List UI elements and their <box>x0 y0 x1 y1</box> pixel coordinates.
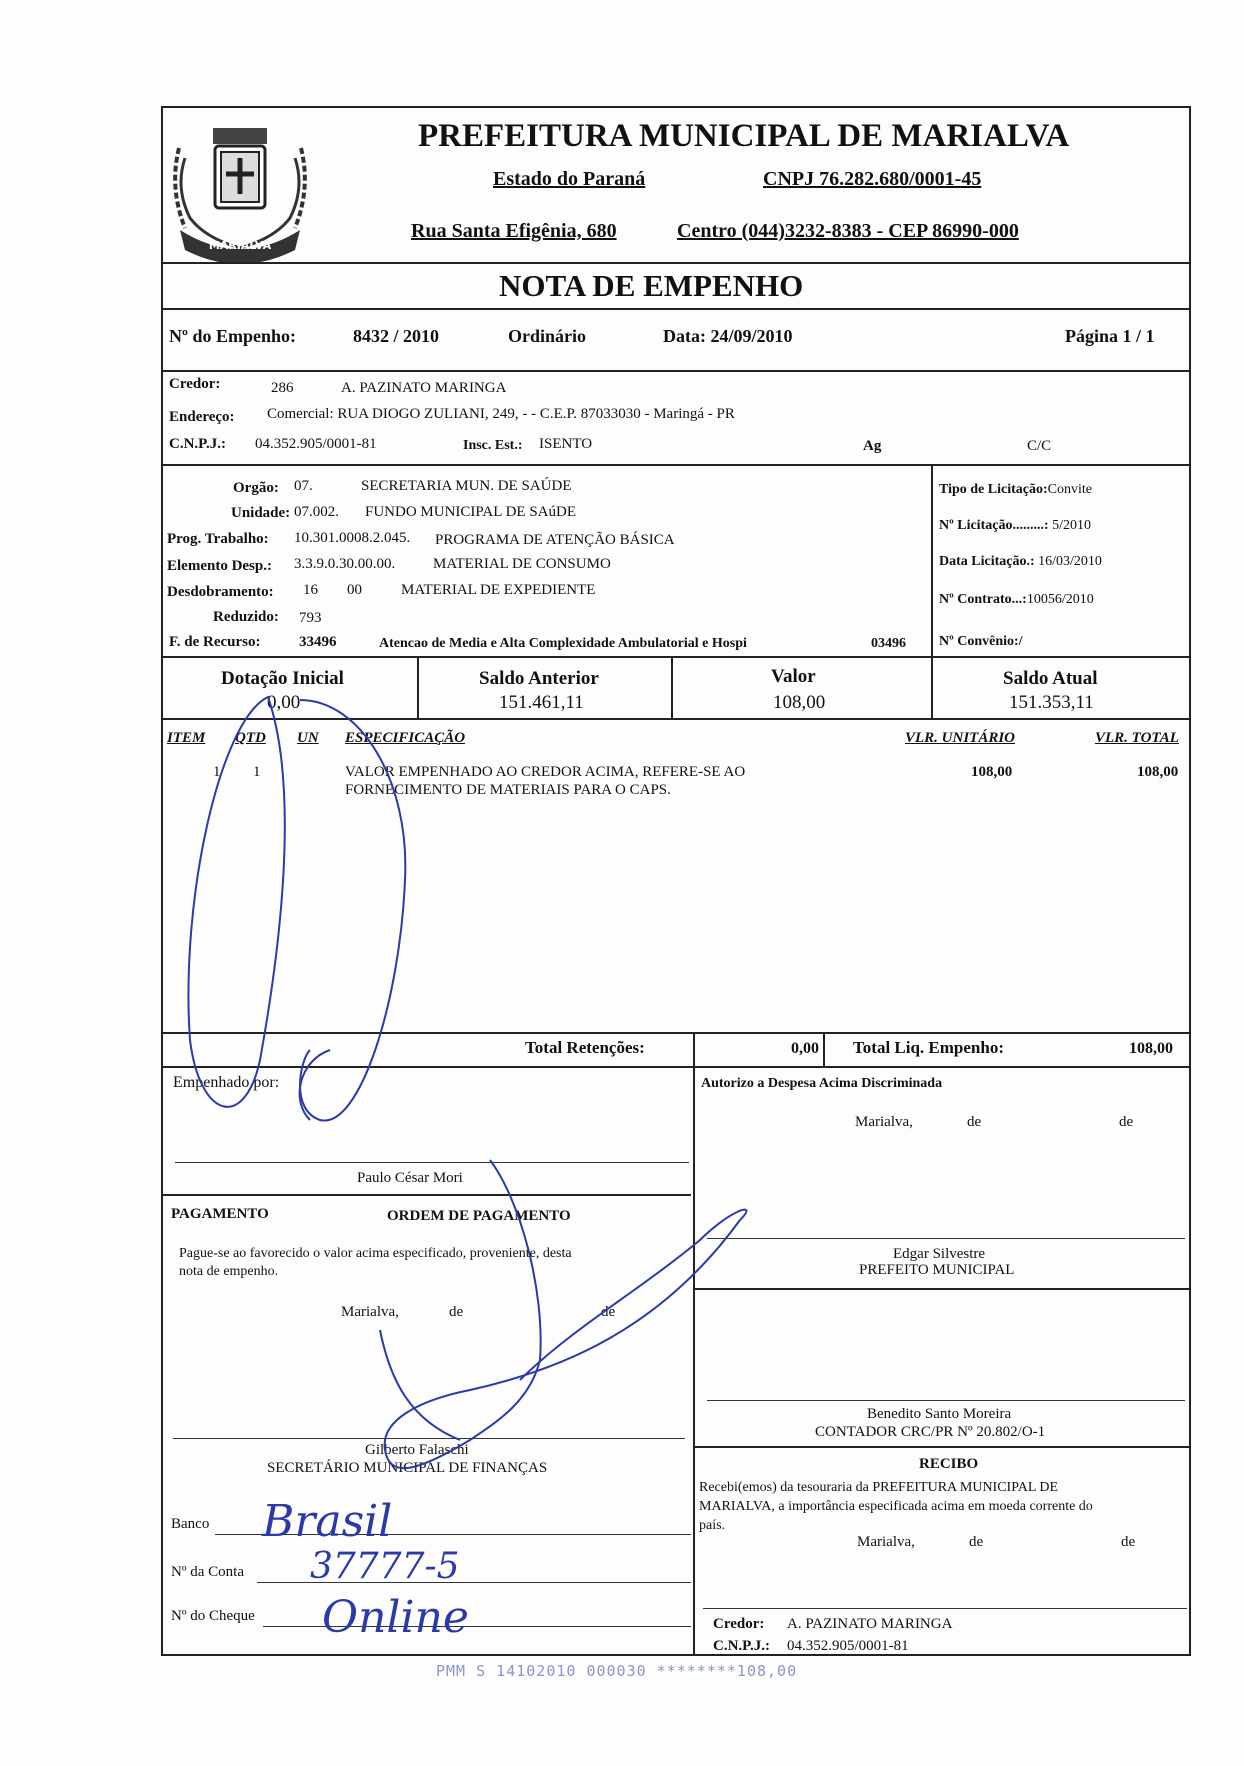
elemento-code: 3.3.9.0.30.00.00. <box>294 556 396 572</box>
pagamento-text2: nota de empenho. <box>179 1264 279 1279</box>
contador-name: Benedito Santo Moreira <box>867 1406 1012 1422</box>
item-valor-total: 108,00 <box>1137 764 1179 780</box>
secretario-name: Gilberto Falaschi <box>365 1442 469 1458</box>
numero-convenio: Nº Convênio:/ <box>939 634 1023 649</box>
conta-handwriting: 37777-5 <box>310 1546 460 1587</box>
data-licitacao-value: 16/03/2010 <box>1038 554 1102 569</box>
dotacao-inicial-value: 0,00 <box>267 692 301 713</box>
pagamento-de1: de <box>449 1304 464 1320</box>
saldo-atual-label: Saldo Atual <box>1003 668 1098 689</box>
orgao-code: 07. <box>294 478 313 494</box>
autorizo-place: Marialva, <box>855 1114 913 1130</box>
numero-licitacao-value: 5/2010 <box>1052 518 1091 533</box>
recibo-label: RECIBO <box>919 1456 979 1472</box>
credor-name: A. PAZINATO MARINGA <box>341 380 507 396</box>
conta-label: Nº da Conta <box>171 1564 244 1580</box>
page-number: Página 1 / 1 <box>1065 326 1155 346</box>
elemento-label: Elemento Desp.: <box>167 558 272 574</box>
numero-licitacao <box>939 518 1091 534</box>
pagamento-place: Marialva, <box>341 1304 399 1320</box>
item-qtd: 1 <box>253 764 261 780</box>
nota-de-empenho-form <box>161 106 1191 1656</box>
payment-stamp: PMM S 14102010 000030 ********108,00 <box>436 1662 798 1680</box>
empenho-date: Data: 24/09/2010 <box>663 326 793 346</box>
insc-label: Insc. Est.: <box>463 438 523 453</box>
numero-contrato <box>939 592 1094 608</box>
recibo-credor-label: Credor: <box>713 1616 765 1632</box>
cheque-handwriting: Online <box>322 1592 469 1643</box>
pagamento-text1: Pague-se ao favorecido o valor acima especificado, proveniente, desta <box>179 1246 572 1261</box>
data-licitacao-label: Data Licitação.: <box>939 554 1035 569</box>
recibo-place: Marialva, <box>857 1534 915 1550</box>
data-licitacao <box>939 554 1102 570</box>
desdobramento-code2: 00 <box>347 582 362 598</box>
credor-cnpj-label: C.N.P.J.: <box>169 436 226 452</box>
saldo-anterior-value: 151.461,11 <box>499 692 584 713</box>
recibo-cnpj: 04.352.905/0001-81 <box>787 1638 909 1654</box>
tipo-licitacao-label: Tipo de Licitação: <box>939 482 1048 497</box>
unidade-name: FUNDO MUNICIPAL DE SAúDE <box>365 504 576 520</box>
col-valor-unitario: VLR. UNITÁRIO <box>905 730 1016 746</box>
recurso-name: Atencao de Media e Alta Complexidade Ambulatorial e Hospi <box>379 636 747 651</box>
recibo-cnpj-label: C.N.P.J.: <box>713 1638 770 1654</box>
prog-label: Prog. Trabalho: <box>167 531 269 547</box>
pagamento-label: PAGAMENTO <box>171 1206 269 1222</box>
saldo-anterior-label: Saldo Anterior <box>479 668 599 689</box>
orgao-label: Orgão: <box>233 480 279 496</box>
reduzido-value: 793 <box>299 610 322 626</box>
recibo-text1: Recebi(emos) da tesouraria da PREFEITURA MUNICIPAL DE <box>699 1480 1059 1495</box>
svg-text:MARIALVA: MARIALVA <box>208 239 272 252</box>
street-address: Rua Santa Efigênia, 680 <box>411 220 617 242</box>
banco-handwriting: Brasil <box>262 1496 393 1547</box>
ordem-pagamento-label: ORDEM DE PAGAMENTO <box>387 1208 571 1224</box>
item-spec-line2: FORNECIMENTO DE MATERIAIS PARA O CAPS. <box>345 782 671 798</box>
recurso-code: 33496 <box>299 634 337 650</box>
address-label: Endereço: <box>169 409 235 425</box>
valor-value: 108,00 <box>773 692 826 713</box>
cc-label: C/C <box>1027 438 1052 454</box>
recibo-text3: país. <box>699 1518 726 1533</box>
document-title: NOTA DE EMPENHO <box>499 268 804 303</box>
empenhado-por-label: Empenhado por: <box>173 1074 280 1091</box>
prefeito-role: PREFEITO MUNICIPAL <box>859 1262 1015 1278</box>
numero-licitacao-label: Nº Licitação.........: <box>939 518 1049 533</box>
col-un: UN <box>297 730 319 746</box>
item-valor-unitario: 108,00 <box>971 764 1013 780</box>
desdobramento-label: Desdobramento: <box>167 584 274 600</box>
secretario-role: SECRETÁRIO MUNICIPAL DE FINANÇAS <box>267 1460 548 1476</box>
recibo-de1: de <box>969 1534 984 1550</box>
credor-cnpj: 04.352.905/0001-81 <box>255 436 377 452</box>
empenho-number: 8432 / 2010 <box>353 326 440 346</box>
numero-contrato-value: 10056/2010 <box>1026 592 1094 607</box>
autorizo-de1: de <box>967 1114 982 1130</box>
credor-address: Comercial: RUA DIOGO ZULIANI, 249, - - C.E.P. 87033030 - Maringá - PR <box>267 406 735 422</box>
tipo-licitacao <box>939 482 1092 498</box>
insc-value: ISENTO <box>539 436 593 452</box>
tipo-licitacao-value: Convite <box>1047 482 1092 497</box>
desdobramento-name: MATERIAL DE EXPEDIENTE <box>401 582 596 598</box>
credor-code: 286 <box>271 380 294 396</box>
dotacao-inicial-label: Dotação Inicial <box>221 668 344 689</box>
banco-label: Banco <box>171 1516 210 1532</box>
orgao-name: SECRETARIA MUN. DE SAÚDE <box>361 478 572 494</box>
unidade-label: Unidade: <box>231 505 291 521</box>
item-spec-line1: VALOR EMPENHADO AO CREDOR ACIMA, REFERE-SE AO <box>345 764 746 780</box>
elemento-name: MATERIAL DE CONSUMO <box>433 556 611 572</box>
autorizo-label: Autorizo a Despesa Acima Discriminada <box>701 1076 943 1091</box>
cnpj-header: CNPJ 76.282.680/0001-45 <box>763 168 982 190</box>
recibo-de2: de <box>1121 1534 1136 1550</box>
cheque-label: Nº do Cheque <box>171 1608 255 1624</box>
desdobramento-code1: 16 <box>303 582 318 598</box>
empenho-type: Ordinário <box>508 326 587 346</box>
recurso-label: F. de Recurso: <box>169 634 261 650</box>
recibo-credor: A. PAZINATO MARINGA <box>787 1616 953 1632</box>
total-retencoes-value: 0,00 <box>791 1040 819 1057</box>
municipality-title: PREFEITURA MUNICIPAL DE MARIALVA <box>418 118 1070 154</box>
col-especificacao: ESPECIFICAÇÃO <box>345 730 466 746</box>
numero-contrato-label: Nº Contrato...: <box>939 592 1027 607</box>
col-valor-total: VLR. TOTAL <box>1095 730 1179 746</box>
prog-code: 10.301.0008.2.045. <box>294 530 411 546</box>
item-number: 1 <box>213 764 221 780</box>
pagamento-de2: de <box>601 1304 616 1320</box>
recurso-code2: 03496 <box>871 636 906 651</box>
reduzido-label: Reduzido: <box>213 609 279 625</box>
col-item: ITEM <box>167 730 206 746</box>
saldo-atual-value: 151.353,11 <box>1009 692 1094 713</box>
total-retencoes-label: Total Retenções: <box>525 1038 645 1057</box>
contador-role: CONTADOR CRC/PR Nº 20.802/O-1 <box>815 1424 1046 1440</box>
valor-label: Valor <box>771 666 816 687</box>
prog-name: PROGRAMA DE ATENÇÃO BÁSICA <box>435 532 675 548</box>
empenho-label: Nº do Empenho: <box>169 326 296 346</box>
empenhado-por-name: Paulo César Mori <box>357 1170 463 1186</box>
prefeito-name: Edgar Silvestre <box>893 1246 986 1262</box>
col-qtd: QTD <box>235 730 266 746</box>
contact-info: Centro (044)3232-8383 - CEP 86990-000 <box>677 220 1019 242</box>
credor-label: Credor: <box>169 376 221 392</box>
autorizo-de2: de <box>1119 1114 1134 1130</box>
total-liquido-value: 108,00 <box>1129 1040 1173 1057</box>
unidade-code: 07.002. <box>294 504 339 520</box>
state-name: Estado do Paraná <box>493 168 646 190</box>
recibo-text2: MARIALVA, a importância especificada acima em moeda corrente do <box>699 1499 1093 1514</box>
total-liquido-label: Total Liq. Empenho: <box>853 1038 1004 1057</box>
ag-label: Ag <box>863 438 882 454</box>
